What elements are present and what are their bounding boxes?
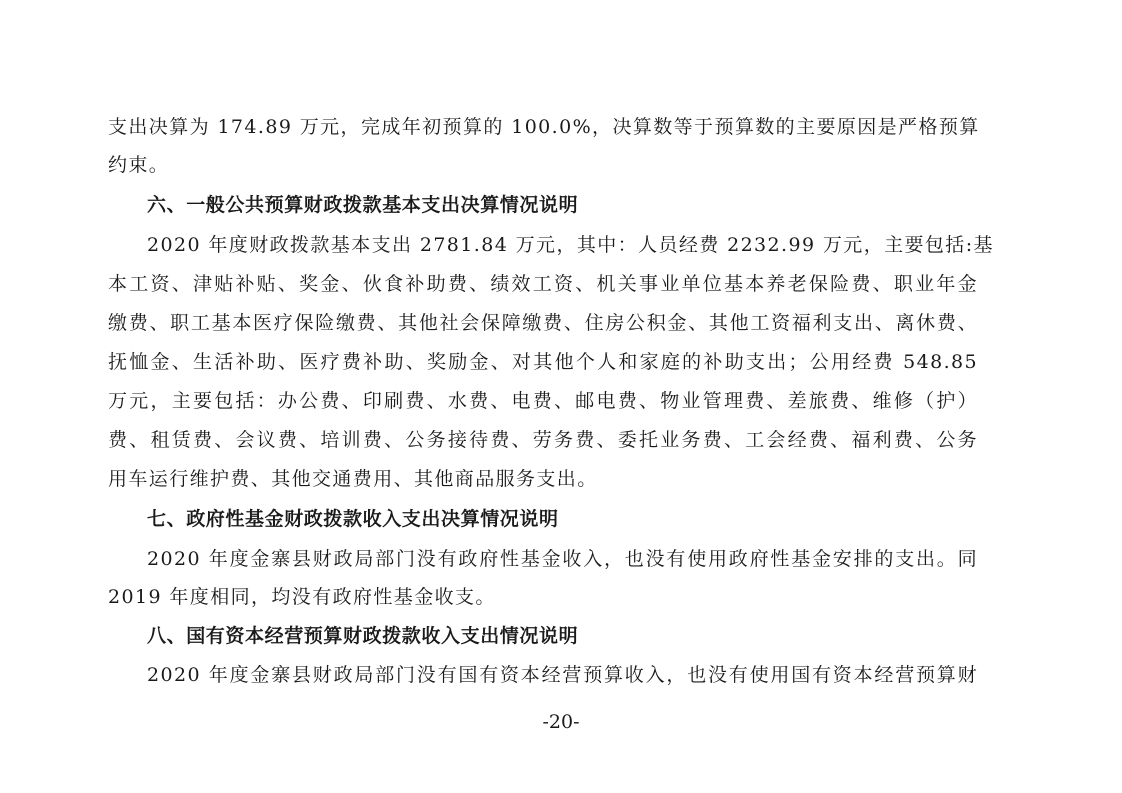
section-heading-7: 七、政府性基金财政拨款收入支出决算情况说明 — [147, 508, 559, 530]
paragraph-line: 2020 年度财政拨款基本支出 2781.84 万元，其中：人员经费 2232.99 万元，主要包括:基 — [147, 234, 994, 256]
paragraph-line: 费、租赁费、会议费、培训费、公务接待费、劳务费、委托业务费、工会经费、福利费、公务 — [108, 429, 978, 451]
paragraph-line: 2020 年度金寨县财政局部门没有政府性基金收入，也没有使用政府性基金安排的支出。同 — [147, 548, 978, 570]
page-number: -20- — [542, 711, 580, 733]
paragraph-line: 抚恤金、生活补助、医疗费补助、奖励金、对其他个人和家庭的补助支出；公用经费 548.85 — [108, 351, 978, 373]
paragraph-line: 万元，主要包括：办公费、印刷费、水费、电费、邮电费、物业管理费、差旅费、维修（护） — [108, 390, 978, 412]
paragraph-line: 2019 年度相同，均没有政府性基金收支。 — [108, 586, 496, 608]
paragraph-line: 缴费、职工基本医疗保险缴费、其他社会保障缴费、住房公积金、其他工资福利支出、离休费、 — [108, 312, 978, 334]
paragraph-line: 约束。 — [108, 154, 170, 176]
paragraph-line: 本工资、津贴补贴、奖金、伙食补助费、绩效工资、机关事业单位基本养老保险费、职业年金 — [108, 273, 978, 295]
section-heading-6: 六、一般公共预算财政拨款基本支出决算情况说明 — [147, 194, 579, 216]
paragraph-line: 支出决算为 174.89 万元，完成年初预算的 100.0%，决算数等于预算数的主要原因是严格预算 — [108, 116, 980, 138]
paragraph-line: 2020 年度金寨县财政局部门没有国有资本经营预算收入，也没有使用国有资本经营预算财 — [147, 664, 978, 686]
section-heading-8: 八、国有资本经营预算财政拨款收入支出情况说明 — [147, 625, 579, 647]
paragraph-line: 用车运行维护费、其他交通费用、其他商品服务支出。 — [108, 468, 598, 490]
